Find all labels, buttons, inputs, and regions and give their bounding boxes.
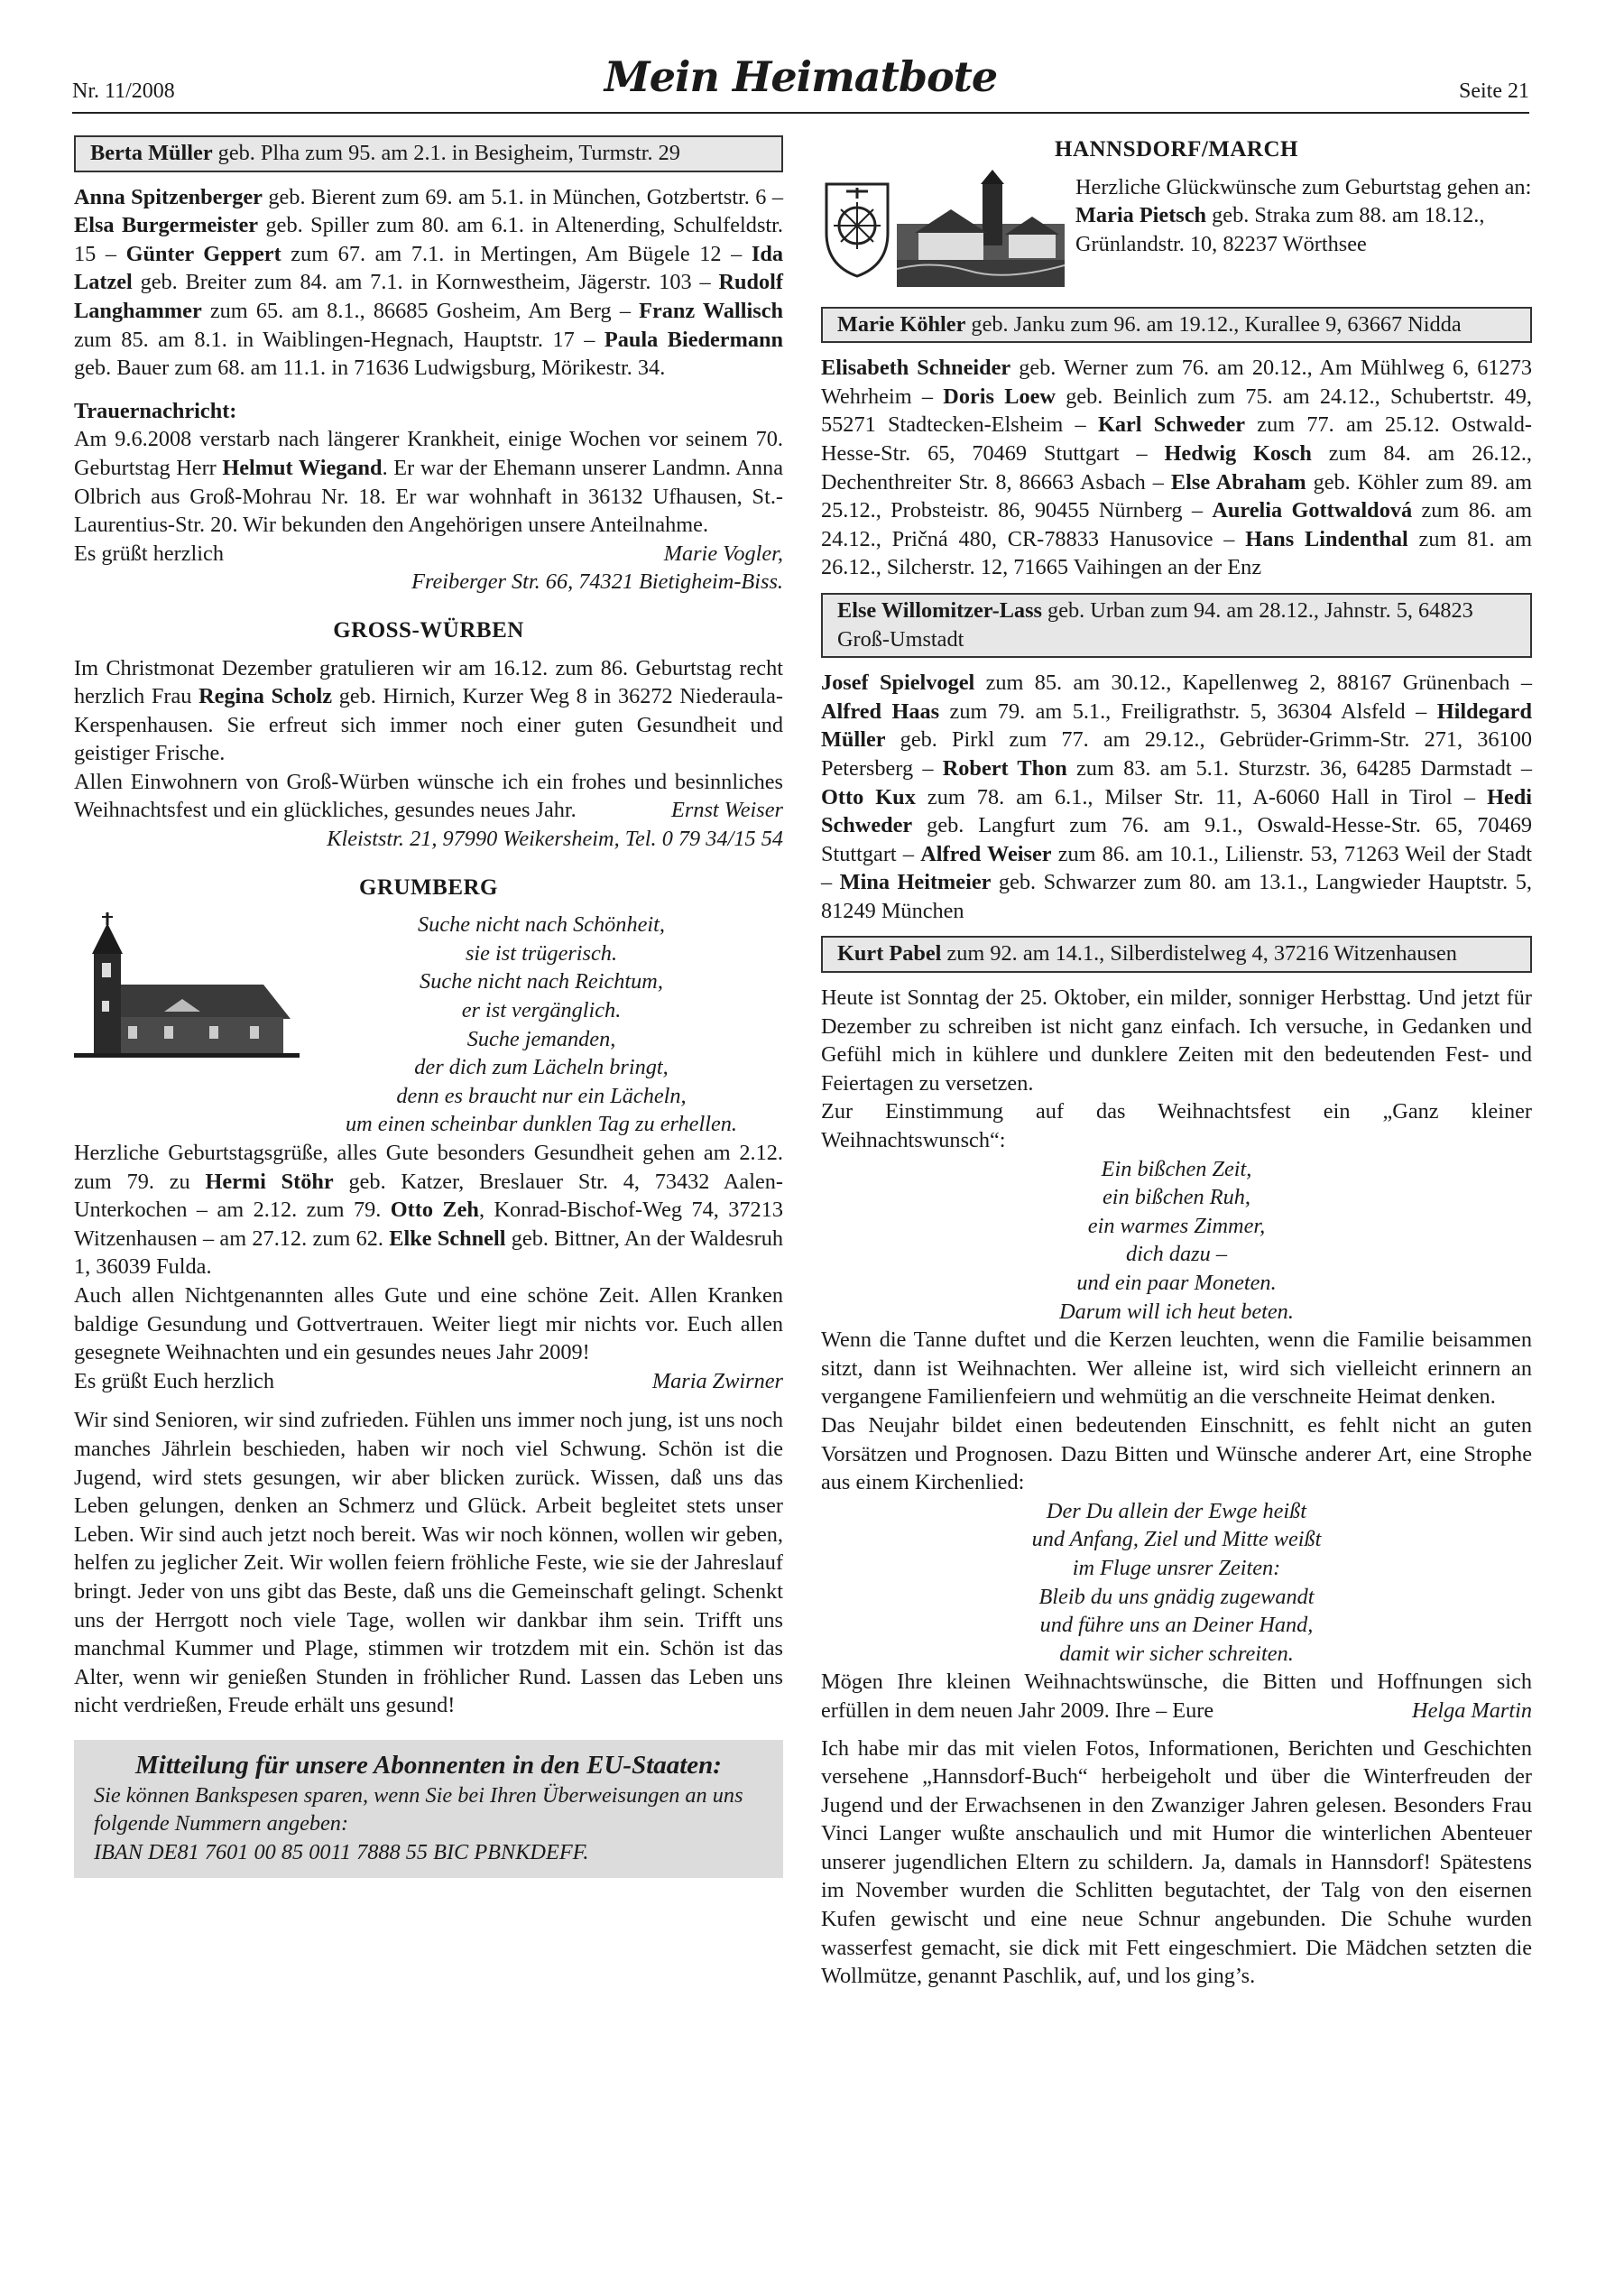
box-name: Kurt Pabel: [837, 941, 942, 967]
text-run: geb. Spiller zum 80. am 6.1. in Altenerding, Schulfeldstr. 15 –: [74, 213, 783, 266]
gross-wuerben-wishes: Allen Einwohnern von Groß-Würben wünsche ich ein frohes und besinnliches Weihnachtsfest und ein glückliches, gesundes neues Jahr.: [74, 769, 783, 823]
greeting: Es grüßt Euch herzlich: [74, 1368, 274, 1393]
left-column: [74, 135, 783, 1878]
poem-line: und ein paar Moneten.: [1076, 1271, 1277, 1295]
senioren-poem: Wir sind Senioren, wir sind zufrieden. Fühlen uns immer noch jung, ist uns noch manches Jährlein beschieden, haben wir noch viel Schwung. Schön ist die Jugend, wird stets gesungen, wir aber blicken zurück. Wissen, daß uns das Leben gelungen, denken an Schmerz und Glück. Arbeit begleitet stets unser Leben. Wir sind auch jetzt noch bereit. Was wir noch können, wollen wir geben, helfen zu jeglicher Zeit. Wir wollen feiern fröhliche Feste, wie sie der Jahreslauf bringt. Jeder von uns gibt das Beste, daß uns die Gemeinschaft gelingt. Schenkt uns der Herrgott noch viele Tage, wollen wir dankbar ihm sein. Trifft uns manchmal Kummer und Plage, stimmen wir trotzdem mit ein. Schön ist das Alter, wenn wir genießen Stunden in fröhlicher Rund. Lassen das Leben uns nicht verdrießen, Freude erhält uns gesund!: [74, 1408, 783, 1718]
text-run: geb. Katzer, Breslauer Str. 4, 73432 Aalen-Unterkochen – am 2.12. zum 79.: [74, 1169, 783, 1223]
birthday-box-berta-mueller: [74, 135, 783, 172]
hannsdorf-coat-of-arms: [821, 179, 893, 280]
person-name: Günter Geppert: [125, 241, 281, 266]
text-run: geb. Köhler zum 89. am 25.12., Probsteistr. 86, 90455 Nürnberg –: [821, 469, 1532, 523]
text-paragraph: Wenn die Tanne duftet und die Kerzen leuchten, wenn die Familie beisammen sitzt, dann ist Weihnachten. Wer alleine ist, wird sich vielleicht erinnern an vergangene Familienfeiern und wehmütig an die verschneite Heimat denken.: [821, 1327, 1532, 1410]
person-name: Karl Schweder: [1097, 412, 1246, 438]
box-text: geb. Urban zum 94. am 28.12., Jahnstr. 5, 64823 Groß-Umstadt: [837, 597, 1473, 652]
hannsdorf-village-illustration: [897, 170, 1065, 287]
author-address: Freiberger Str. 66, 74321 Bietigheim-Biss.: [411, 569, 783, 595]
text-run: Herzliche Glückwünsche zum Geburtstag gehen an:: [1075, 174, 1532, 199]
text-run: geb. Pirkl zum 77. am 29.12., Gebrüder-Grimm-Str. 271, 36100 Petersberg –: [821, 727, 1532, 781]
person-name: Hedwig Kosch: [1164, 440, 1312, 466]
person-name: Doris Loew: [943, 384, 1056, 409]
poem-line: Suche nicht nach Reichtum,: [420, 969, 663, 994]
poem-line: ein warmes Zimmer,: [1087, 1213, 1266, 1238]
person-name: Alfred Weiser: [920, 841, 1052, 866]
person-name: Anna Spitzenberger: [74, 184, 263, 209]
text-run: geb. Breiter zum 84. am 7.1. in Kornwestheim, Jägerstr. 103 –: [132, 270, 719, 295]
person-name: Otto Zeh: [390, 1198, 479, 1223]
poem-line: Darum will ich heut beten.: [1059, 1299, 1294, 1324]
birthday-box-marie-koehler: [821, 307, 1532, 344]
author-address: Kleiststr. 21, 97990 Weikersheim, Tel. 0 79 34/15 54: [327, 827, 783, 852]
person-name: Rudolf Langhammer: [74, 270, 783, 323]
text-run: geb. Straka zum 88. am 18.12., Grünlandstr. 10, 82237 Wörthsee: [1075, 203, 1485, 256]
box-name: Berta Müller: [90, 141, 213, 165]
author-name: Maria Zwirner: [651, 1368, 783, 1393]
text-run: geb. Werner zum 76. am 20.12., Am Mühlweg 6, 61273 Wehrheim –: [821, 356, 1532, 409]
text-paragraph: Heute ist Sonntag der 25. Oktober, ein milder, sonniger Herbsttag. Und jetzt für Dezember zu schreiben ist nicht ganz einfach. Ich versuche, in Gedanken und Gefühl mich in kühlere und dunklere Zeiten mit den bedeutenden Fest- und Feiertagen zu versetzen.: [821, 985, 1532, 1096]
person-name: Else Abraham: [1170, 469, 1306, 495]
text-run: zum 79. am 5.1., Freiligrathstr. 5, 36304 Alsfeld –: [939, 698, 1437, 724]
gross-wuerben-text: [74, 654, 783, 768]
poem-line: sie ist trügerisch.: [465, 940, 618, 966]
hannsdorf-intro: [821, 170, 1532, 298]
birthday-box-else-willomitzer-lass: [821, 593, 1532, 658]
masthead-logo: Mein Heimatbote: [604, 52, 998, 101]
person-name: Elke Schnell: [389, 1226, 506, 1251]
person-name: Elisabeth Schneider: [821, 356, 1011, 381]
poem-line: denn es braucht nur ein Lächeln,: [396, 1083, 687, 1108]
person-name: Robert Thon: [942, 755, 1067, 781]
person-name: Helmut Wiegand: [222, 455, 383, 480]
grumberg-signature: [74, 1367, 783, 1396]
text-run: geb. Bauer zum 68. am 11.1. in 71636 Ludwigsburg, Mörikestr. 34.: [74, 356, 666, 381]
closing-text: Mögen Ihre kleinen Weihnachtswünsche, die Bitten und Hoffnungen sich erfüllen in dem neuen Jahr 2009. Ihre – Eure: [821, 1670, 1532, 1723]
poem-line: um einen scheinbar dunklen Tag zu erhellen.: [346, 1112, 737, 1137]
poem-line: Suche jemanden,: [466, 1026, 616, 1051]
poem-line: damit wir sicher schreiten.: [1059, 1641, 1294, 1666]
text-run: zum 85. am 8.1. in Waiblingen-Hegnach, Hauptstr. 17 –: [74, 327, 604, 352]
right-column: [821, 135, 1532, 1991]
text-paragraph: Das Neujahr bildet einen bedeutenden Einschnitt, es fehlt nicht an guten Vorsätzen und Prognosen. Dazu Bitten und Wünsche anderer Art, eine Strophe aus einem Kirchenlied:: [821, 1412, 1532, 1495]
text-run: zum 81. am 26.12., Silcherstr. 12, 71665 Vaihingen an der Enz: [821, 526, 1532, 580]
box-text: geb. Plha zum 95. am 2.1. in Besigheim, Turmstr. 29: [212, 141, 680, 165]
greeting: Es grüßt herzlich: [74, 541, 224, 566]
poem-line: im Fluge unsrer Zeiten:: [1072, 1555, 1281, 1580]
text-run: zum 85. am 30.12., Kapellenweg 2, 88167 Grünenbach –: [974, 671, 1532, 696]
text-run: zum 86. am 10.1., Lilienstr. 53, 71263 Weil der Stadt –: [821, 841, 1533, 895]
person-name: Aurelia Gottwaldová: [1212, 498, 1413, 523]
person-name: Franz Wallisch: [639, 298, 783, 323]
poem-line: ein bißchen Ruh,: [1103, 1185, 1250, 1210]
person-name: Hildegard Müller: [821, 698, 1532, 753]
poem-kirchenlied: [821, 1497, 1532, 1669]
page-header: [72, 52, 1529, 114]
box-text: zum 92. am 14.1., Silberdistelweg 4, 37216 Witzenhausen: [941, 941, 1457, 967]
grumberg-birthdays: [74, 1139, 783, 1281]
author-name: Helga Martin: [1412, 1697, 1532, 1723]
person-name: Maria Pietsch: [1075, 203, 1207, 228]
poem-line: der dich zum Lächeln bringt,: [414, 1055, 669, 1080]
text-run: zum 84. am 26.12., Dechenthreiter Str. 8, 86663 Asbach –: [821, 440, 1533, 495]
poem-line: er ist vergänglich.: [461, 998, 622, 1023]
text-run: Am 9.6.2008 verstarb nach längerer Krankheit, einige Wochen vor seinem 70. Geburtstag Herr: [74, 427, 783, 480]
person-name: Ida Latzel: [74, 241, 784, 295]
birthday-list-paragraph: [821, 669, 1532, 925]
poem-line: Suche nicht nach Schönheit,: [418, 912, 665, 938]
text-paragraph: Zur Einstimmung auf das Weihnachtsfest ein „Ganz kleiner Weihnachtswunsch“:: [821, 1099, 1532, 1153]
page-number: Seite 21: [1459, 79, 1529, 103]
obituary-heading: Trauernachricht:: [74, 398, 237, 423]
author-name: Marie Vogler,: [663, 541, 783, 566]
obituary-signature: [74, 540, 783, 569]
notice-title: Mitteilung für unsere Abonnenten in den EU-Staaten:: [135, 1750, 722, 1780]
notice-text: Sie können Bankspesen sparen, wenn Sie bei Ihren Überweisungen an uns folgende Nummern angeben:: [94, 1782, 743, 1836]
text-run: geb. Hirnich, Kurzer Weg 8 in 36272 Niederaula-Kerspenhausen. Sie erfreut sich immer noch einer guten Gesundheit und geistiger Frische.: [74, 684, 784, 766]
text-paragraph: [821, 1668, 1532, 1725]
text-run: geb. Beinlich zum 75. am 24.12., Schubertstr. 49, 55271 Stadtecken-Elsheim –: [821, 384, 1532, 438]
person-name: Josef Spielvogel: [821, 671, 975, 696]
section-heading-grumberg: GRUMBERG: [359, 874, 498, 900]
birthday-list-paragraph: [74, 183, 783, 383]
poem-line: und Anfang, Ziel und Mitte weißt: [1031, 1527, 1322, 1552]
poem-line: und führe uns an Deiner Hand,: [1039, 1613, 1314, 1638]
section-heading-gross-wuerben: GROSS-WÜRBEN: [333, 617, 524, 643]
person-name: Hedi Schweder: [821, 784, 1533, 838]
grumberg-wishes: Auch allen Nichtgenannten alles Gute und eine schöne Zeit. Allen Kranken baldige Gesundung und Gottvertrauen. Weiter liegt mir nichts vor. Euch allen gesegnete Weihnachten und ein gesundes neues Jahr 2009!: [74, 1282, 783, 1365]
text-run: zum 78. am 6.1., Milser Str. 11, A-6060 Hall in Tirol –: [915, 784, 1488, 809]
box-text: geb. Janku zum 96. am 19.12., Kurallee 9, 63667 Nidda: [965, 311, 1462, 337]
text-run: Im Christmonat Dezember gratulieren wir am 16.12. zum 86. Geburtstag recht herzlich Frau: [74, 655, 783, 709]
text-run: Herzliche Geburtstagsgrüße, alles Gute besonders Gesundheit gehen am 2.12. zum 79. zu: [74, 1141, 783, 1194]
box-name: Else Willomitzer-Lass: [837, 597, 1042, 623]
person-name: Mina Heitmeier: [839, 870, 992, 895]
subscriber-notice: [74, 1740, 783, 1878]
birthday-box-kurt-pabel: [821, 936, 1532, 973]
text-run: geb. Langfurt zum 76. am 9.1., Oswald-Hesse-Str. 65, 70469 Stuttgart –: [821, 813, 1532, 866]
person-name: Otto Kux: [821, 784, 916, 809]
notice-bank-details: IBAN DE81 7601 00 85 0011 7888 55 BIC PBNKDEFF.: [94, 1840, 589, 1865]
box-name: Marie Köhler: [837, 311, 966, 337]
obituary-text: [74, 425, 783, 539]
text-run: zum 67. am 7.1. in Mertingen, Am Bügele 12 –: [281, 241, 752, 266]
poem-line: Ein bißchen Zeit,: [1101, 1156, 1252, 1181]
person-name: Hermi Stöhr: [205, 1169, 334, 1194]
text-run: zum 83. am 5.1. Sturzstr. 36, 64285 Darmstadt –: [1066, 755, 1532, 781]
birthday-list-paragraph: [821, 354, 1532, 582]
text-run: geb. Bierent zum 69. am 5.1. in München, Gotzbertstr. 6 –: [262, 184, 783, 209]
author-name: Ernst Weiser: [671, 798, 783, 823]
poem-weihnachtswunsch: [821, 1155, 1532, 1327]
text-run: , Konrad-Bischof-Weg 74, 37213 Witzenhausen – am 27.12. zum 62.: [74, 1198, 783, 1251]
person-name: Alfred Haas: [821, 698, 940, 724]
text-run: geb. Schwarzer zum 80. am 13.1., Langwieder Hauptstr. 5, 81249 München: [821, 870, 1532, 923]
issue-number: Nr. 11/2008: [72, 79, 175, 103]
text-paragraph: Ich habe mir das mit vielen Fotos, Informationen, Berichten und Geschichten versehene „Hannsdorf-Buch“ herbeigeholt und über die Winterfreuden der Jugend und der Erwachsenen in den Zwanziger Jahren gelesen. Besonders Frau Vinci Langer wußte anschaulich und mit Humor die winterlichen Abenteuer unserer jugendlichen Eltern zu schildern. Ja, damals in Hannsdorf! Spätestens im November wurden die Schlitten begutachtet, der Talg von den eisernen Kufen gewischt und eine neue Schnur angebunden. Die Schuhe wurden wasserfest gemacht, sie dick mit Fett eingeschmiert. Die Mädchen setzten die Wollmütze, genannt Paschlik, auf, und los ging’s.: [821, 1735, 1532, 1989]
person-name: Hans Lindenthal: [1245, 526, 1408, 551]
text-run: . Er war der Ehemann unserer Landmn. Anna Olbrich aus Groß-Mohrau Nr. 18. Er war wohnhaft in 36132 Ufhausen, St.-Laurentius-Str. 20. Wir bekunden den Angehörigen unsere Anteilnahme.: [74, 455, 783, 538]
person-name: Paula Biedermann: [604, 327, 783, 352]
text-run: zum 86. am 24.12., Pričná 480, CR-78833 Hanusovice –: [821, 498, 1532, 551]
person-name: Elsa Burgermeister: [74, 213, 259, 238]
text-run: geb. Bittner, An der Waldesruh 1, 36039 Fulda.: [74, 1226, 783, 1280]
grumberg-poem-block: [74, 911, 783, 1139]
poem-line: Bleib du uns gnädig zugewandt: [1038, 1584, 1315, 1609]
section-heading-hannsdorf: HANNSDORF/MARCH: [1055, 137, 1298, 162]
poem-line: dich dazu –: [1125, 1242, 1228, 1267]
person-name: Regina Scholz: [198, 684, 333, 709]
hannsdorf-greeting: [1075, 173, 1532, 259]
church-illustration: [74, 911, 300, 1059]
text-run: zum 65. am 8.1., 86685 Gosheim, Am Berg –: [201, 298, 640, 323]
text-run: zum 77. am 25.12. Ostwald-Hesse-Str. 65, 70469 Stuttgart –: [821, 412, 1532, 466]
poem-line: Der Du allein der Ewge heißt: [1046, 1498, 1307, 1523]
